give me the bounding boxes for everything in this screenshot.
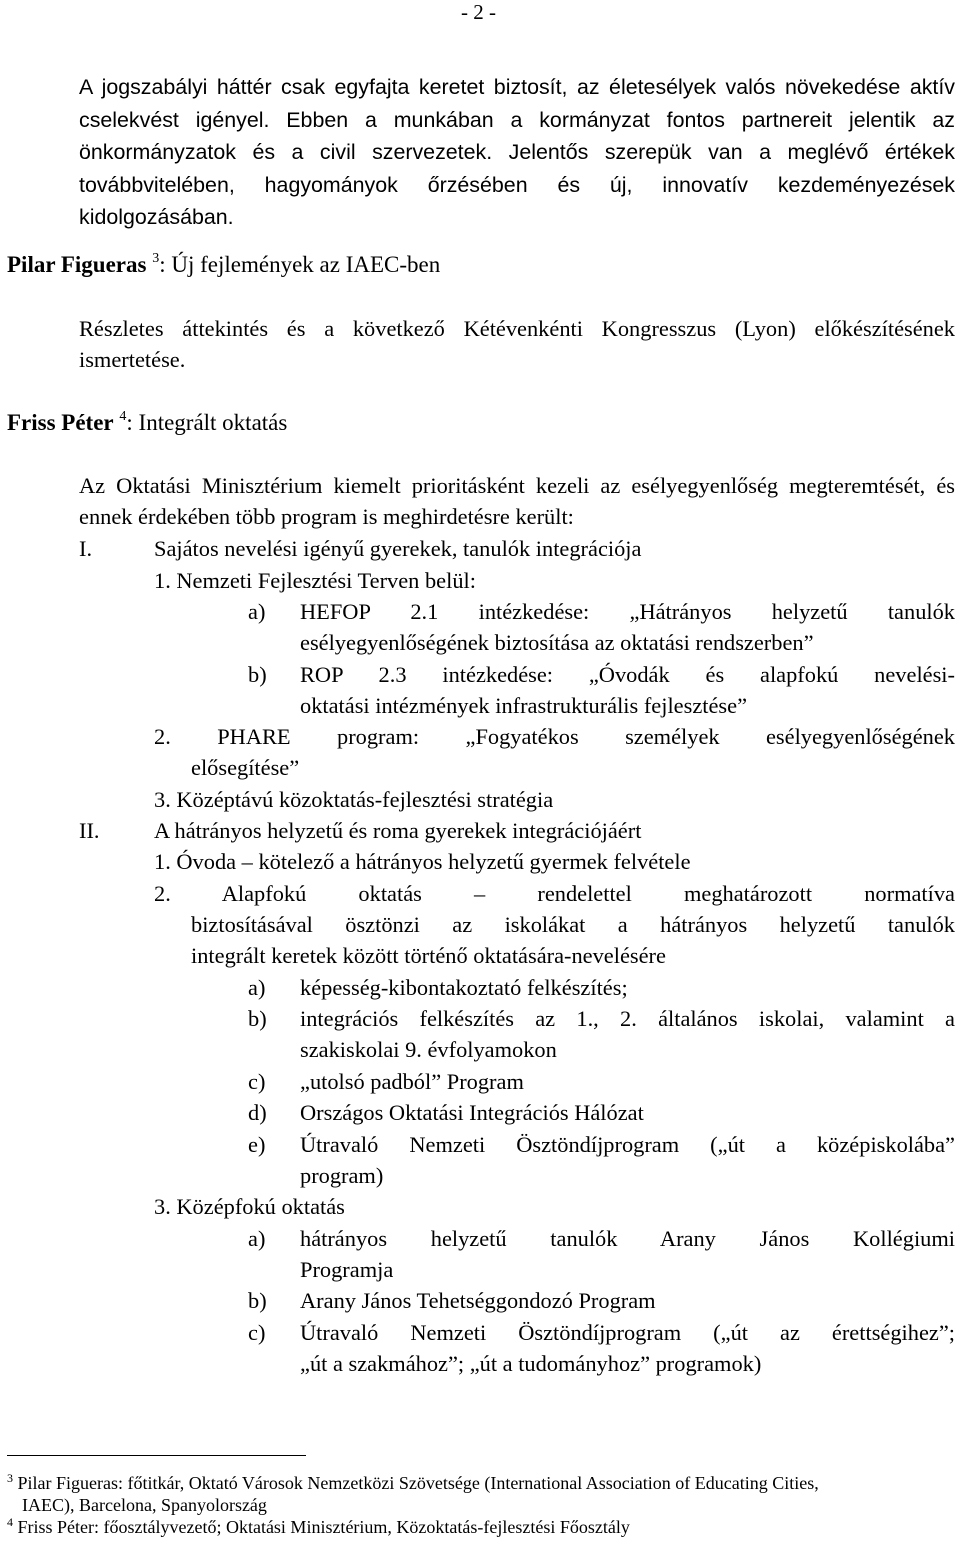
list-item-continuation: Programja: [300, 1257, 394, 1282]
list-item-continuation: „út a szakmához”; „út a tudományhoz” programok): [300, 1351, 762, 1376]
list-marker: II.: [79, 818, 100, 843]
list-item: 2. PHARE program: „Fogyatékos személyek esélyegyenlőségének: [154, 724, 955, 749]
footnote-text: Friss Péter: főosztályvezető; Oktatási Minisztérium, Közoktatás-fejlesztési Főosztály: [17, 1517, 630, 1537]
footnote-text: Pilar Figueras: főtitkár, Oktató Városok Nemzetközi Szövetsége (International Association of Educating Cities,: [17, 1473, 819, 1493]
list-item: 3. Középtávú közoktatás-fejlesztési stratégia: [154, 787, 554, 812]
list-item: 2. Alapfokú oktatás – rendelettel meghatározott normatíva: [154, 881, 955, 906]
speaker-name: Friss Péter: [7, 410, 114, 435]
talk-title: : Integrált oktatás: [126, 410, 288, 435]
list-marker: e): [248, 1132, 266, 1157]
list-item-continuation: elősegítése”: [191, 755, 300, 780]
list-marker: c): [248, 1320, 266, 1345]
list-marker: b): [248, 662, 267, 687]
list-item-continuation: biztosításával ösztönzi az iskolákat a hátrányos helyzetű tanulók: [191, 912, 955, 937]
section-heading-figueras: [7, 250, 440, 280]
list-item: ROP 2.3 intézkedése: „Óvodák és alapfokú nevelési-: [300, 662, 955, 687]
list-item: Útravaló Nemzeti Ösztöndíjprogram („út az érettségihez”;: [300, 1320, 955, 1345]
list-item: A hátrányos helyzetű és roma gyerekek integrációjáért: [154, 818, 642, 843]
list-item: 1. Óvoda – kötelező a hátrányos helyzetű gyermek felvétele: [154, 849, 691, 874]
list-item: Sajátos nevelési igényű gyerekek, tanulók integrációja: [154, 536, 642, 561]
list-marker: c): [248, 1069, 266, 1094]
footnote-separator: [7, 1455, 306, 1456]
section-body-figueras: Részletes áttekintés és a következő Kétévenkénti Kongresszus (Lyon) előkészítésének ismertetése.: [79, 316, 955, 373]
list-item-continuation: szakiskolai 9. évfolyamokon: [300, 1037, 557, 1062]
list-marker: a): [248, 599, 266, 624]
footnote-4: [7, 1516, 630, 1538]
list-item: képesség-kibontakoztató felkészítés;: [300, 975, 628, 1000]
list-marker: b): [248, 1006, 267, 1031]
list-item: Útravaló Nemzeti Ösztöndíjprogram („út a középiskolába”: [300, 1132, 955, 1157]
intro-paragraph: A jogszabályi háttér csak egyfajta keretet biztosít, az életesélyek valós növekedése aktív cselekvést igényel. Ebben a munkában a kormányzat fontos partnereit jelentik az önkormányzatok és a civil szervezetek. Jelentős szerepük van a meglévő értékek továbbvitelében, hagyományok őrzésében és új, innovatív kezdeményezések kidolgozásában.: [79, 75, 955, 229]
section-heading-friss: [7, 408, 287, 438]
list-marker: d): [248, 1100, 267, 1125]
page-number: - 2 -: [461, 0, 496, 24]
list-item: 3. Középfokú oktatás: [154, 1194, 345, 1219]
speaker-name: Pilar Figueras: [7, 252, 147, 277]
section-body-friss: Az Oktatási Minisztérium kiemelt prioritásként kezeli az esélyegyenlőség megteremtését, és ennek érdekében több program is meghirdetésre került:: [79, 473, 955, 530]
list-item: Arany János Tehetséggondozó Program: [300, 1288, 656, 1313]
talk-title: : Új fejlemények az IAEC-ben: [159, 252, 441, 277]
list-item: hátrányos helyzetű tanulók Arany János Kollégiumi: [300, 1226, 955, 1251]
footnote-number: 3: [7, 1471, 13, 1485]
list-item-continuation: esélyegyenlőségének biztosítása az oktatási rendszerben”: [300, 630, 814, 655]
list-item: Országos Oktatási Integrációs Hálózat: [300, 1100, 644, 1125]
footnote-3: [7, 1472, 819, 1494]
list-item: 1. Nemzeti Fejlesztési Terven belül:: [154, 568, 476, 593]
footnote-3-continuation: IAEC), Barcelona, Spanyolország: [22, 1495, 267, 1515]
footnote-ref: 4: [119, 409, 127, 424]
list-marker: a): [248, 975, 266, 1000]
list-item-continuation: program): [300, 1163, 384, 1188]
footnote-ref: 3: [152, 251, 160, 266]
list-item: integrációs felkészítés az 1., 2. általános iskolai, valamint a: [300, 1006, 955, 1031]
list-item: HEFOP 2.1 intézkedése: „Hátrányos helyzetű tanulók: [300, 599, 955, 624]
footnote-number: 4: [7, 1515, 13, 1529]
list-marker: a): [248, 1226, 266, 1251]
list-item: „utolsó padból” Program: [300, 1069, 524, 1094]
list-item-continuation: integrált keretek között történő oktatására-nevelésére: [191, 943, 666, 968]
list-item-continuation: oktatási intézmények infrastrukturális fejlesztése”: [300, 693, 748, 718]
list-marker: I.: [79, 536, 93, 561]
list-marker: b): [248, 1288, 267, 1313]
